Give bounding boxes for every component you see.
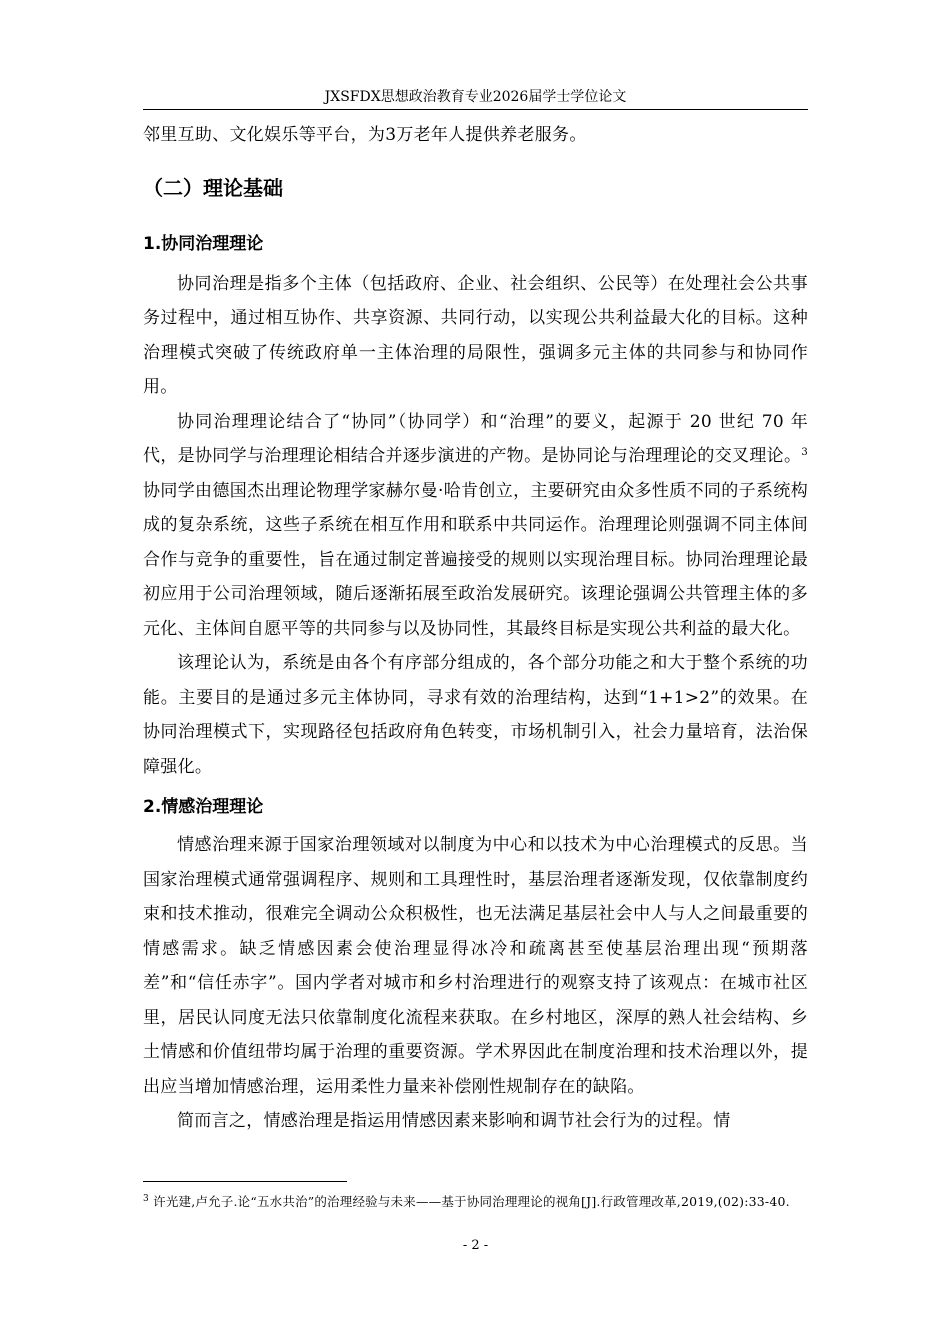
main-content xyxy=(143,118,808,1139)
subsection-title-emotional-governance: 2.情感治理理论 xyxy=(143,797,264,817)
page-number: - 2 - xyxy=(462,1238,489,1253)
running-header: JXSFDX思想政治教育专业2026届学士学位论文 xyxy=(324,89,627,105)
paragraph: 协同治理是指多个主体（包括政府、企业、社会组织、公民等）在处理社会公共事务过程中，通过相互协作、共享资源、共同行动，以实现公共利益最大化的目标。这种治理模式突破了传统政府单一主体治理的局限性，强调多元主体的共同参与和协同作用。 xyxy=(143,273,808,397)
paragraph-with-footnote xyxy=(143,405,808,647)
paragraph: 情感治理来源于国家治理领域对以制度为中心和以技术为中心治理模式的反思。当国家治理模式通常强调程序、规则和工具理性时，基层治理者逐渐发现，仅依靠制度约束和技术推动，很难完全调动公众积极性，也无法满足基层社会中人与人之间最重要的情感需求。缺乏情感因素会使治理显得冰冷和疏离甚至使基层治理出现“预期落差”和“信任赤字”。国内学者对城市和乡村治理进行的观察支持了该观点：在城市社区里，居民认同度无法只依靠制度化流程来获取。在乡村地区，深厚的熟人社会结构、乡土情感和价值纽带均属于治理的重要资源。学术界因此在制度治理和技术治理以外，提出应当增加情感治理，运用柔性力量来补偿刚性规制存在的缺陷。 xyxy=(143,835,808,1097)
header-rule xyxy=(143,109,808,110)
footnote-mark: 3 xyxy=(143,1194,149,1204)
footnote-text: 许光建,卢允子.论“五水共治”的治理经验与未来——基于协同治理理论的视角[J].行政管理改革,2019,(02):33-40. xyxy=(153,1194,790,1209)
section-title: （二）理论基础 xyxy=(143,175,283,200)
subsection-title-collaborative-governance: 1.协同治理理论 xyxy=(143,233,264,254)
paragraph: 简而言之，情感治理是指运用情感因素来影响和调节社会行为的过程。情 xyxy=(177,1111,731,1131)
footnote xyxy=(143,1191,808,1213)
continued-paragraph: 邻里互助、文化娱乐等平台，为3万老年人提供养老服务。 xyxy=(143,125,587,145)
footnote-separator xyxy=(143,1181,347,1182)
paragraph: 该理论认为，系统是由各个有序部分组成的，各个部分功能之和大于整个系统的功能。主要目的是通过多元主体协同，寻求有效的治理结构，达到“1+1>2”的效果。在协同治理模式下，实现路径包括政府角色转变，市场机制引入，社会力量培育，法治保障强化。 xyxy=(143,653,808,777)
paragraph-text: 协同学由德国杰出理论物理学家赫尔曼·哈肯创立，主要研究由众多性质不同的子系统构成的复杂系统，这些子系统在相互作用和联系中共同运作。治理理论则强调不同主体间合作与竞争的重要性，旨在通过制定普遍接受的规则以实现治理目标。协同治理理论最初应用于公司治理领域，随后逐渐拓展至政治发展研究。该理论强调公共管理主体的多元化、主体间自愿平等的共同参与以及协同性，其最终目标是实现公共利益的最大化。 xyxy=(143,480,808,639)
footnote-reference[interactable]: 3 xyxy=(801,447,808,458)
paragraph-text: 协同治理理论结合了“协同”（协同学）和“治理”的要义，起源于 20 世纪 70 年代，是协同学与治理理论相结合并逐步演进的产物。是协同论与治理理论的交叉理论。 xyxy=(143,411,808,466)
